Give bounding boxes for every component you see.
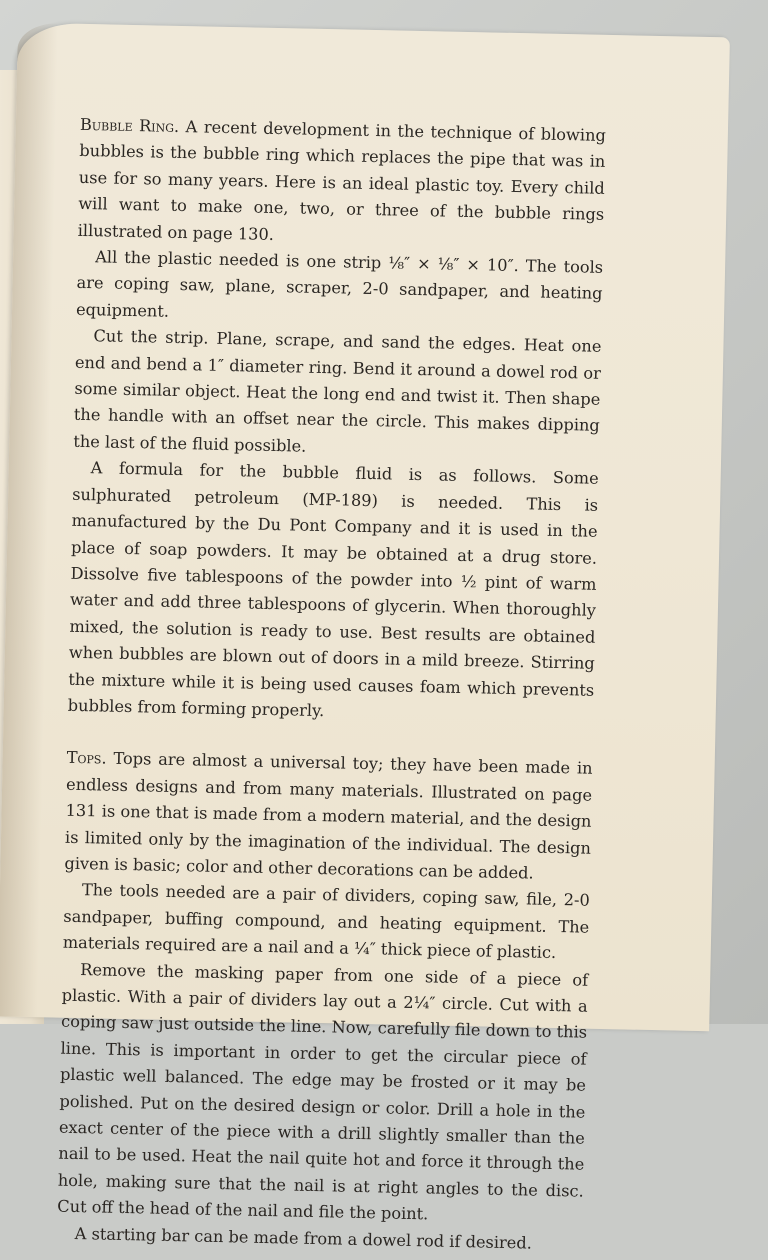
tops-heading: Tops. [66,748,107,768]
book-page [0,23,730,1253]
tops-paragraph-4: A starting bar can be made from a dowel rod if desired. [74,1223,533,1253]
bubble-ring-text-1: A recent development in the technique of blowing bubbles is the bubble ring which replaces the pipe that was in use for so many years. Here is an ideal plastic toy. Every child will want to make one, two, or three of the bubble rings illustrated on page 130. [77,117,607,244]
bubble-ring-paragraph-3: Cut the strip. Plane, scrape, and sand the edges. Heat one end and bend a 1″ diameter ring. Bend it around a dowel rod or some similar object. Heat the long end and twist it. Then shape the handle with an offset near the circle. This makes dipping the last of the fluid possible. [73,326,602,456]
bubble-ring-heading: Bubble Ring. [79,114,180,136]
page-text [56,112,606,1258]
tops-paragraph-1 [64,745,593,888]
bubble-ring-paragraph-2: All the plastic needed is one strip ⅛″ × ⅛″ × 10″. The tools are coping saw, plane, scraper, 2-0 sandpaper, and heating equipment. [75,247,604,321]
tops-text-1: Tops are almost a universal toy; they have been made in endless designs and from many materials. Illustrated on page 131 is one that is made from a modern material, and the design is limited only by the imagination of the individual. The design given is basic; color and other decorations can be added. [64,749,593,883]
bubble-ring-paragraph-1 [77,112,606,255]
tops-paragraph-3: Remove the masking paper from one side of a piece of plastic. With a pair of dividers lay out a 2¼″ circle. Cut with a coping saw just outside the line. Now, carefully file down to this line. This is important in order to get the circular piece of plastic well balanced. The edge may be frosted or it may be polished. Put on the desired design or color. Drill a hole in the exact center of the piece with a drill slightly smaller than the nail to be used. Heat the nail quite hot and force it through the hole, making sure that the nail is at right angles to the disc. Cut off the head of the nail and file the point. [57,959,589,1224]
bubble-ring-paragraph-4: A formula for the bubble fluid is as follows. Some sulphurated petroleum (MP-189) is needed. This is manufactured by the Du Pont Company and it is used in the place of soap powders. It may be obtained at a drug store. Dissolve five tablespoons of the powder into ½ pint of warm water and add three tablespoons of glycerin. When thoroughly mixed, the solution is ready to use. Best results are obtained when bubbles are blown out of doors in a mild breeze. Stirring the mixture while it is being used causes foam which prevents bubbles from forming properly. [67,458,599,721]
tops-paragraph-2: The tools needed are a pair of dividers, coping saw, file, 2-0 sandpaper, buffing compound, and heating equipment. The materials required are a nail and a ¼″ thick piece of plastic. [62,880,591,963]
